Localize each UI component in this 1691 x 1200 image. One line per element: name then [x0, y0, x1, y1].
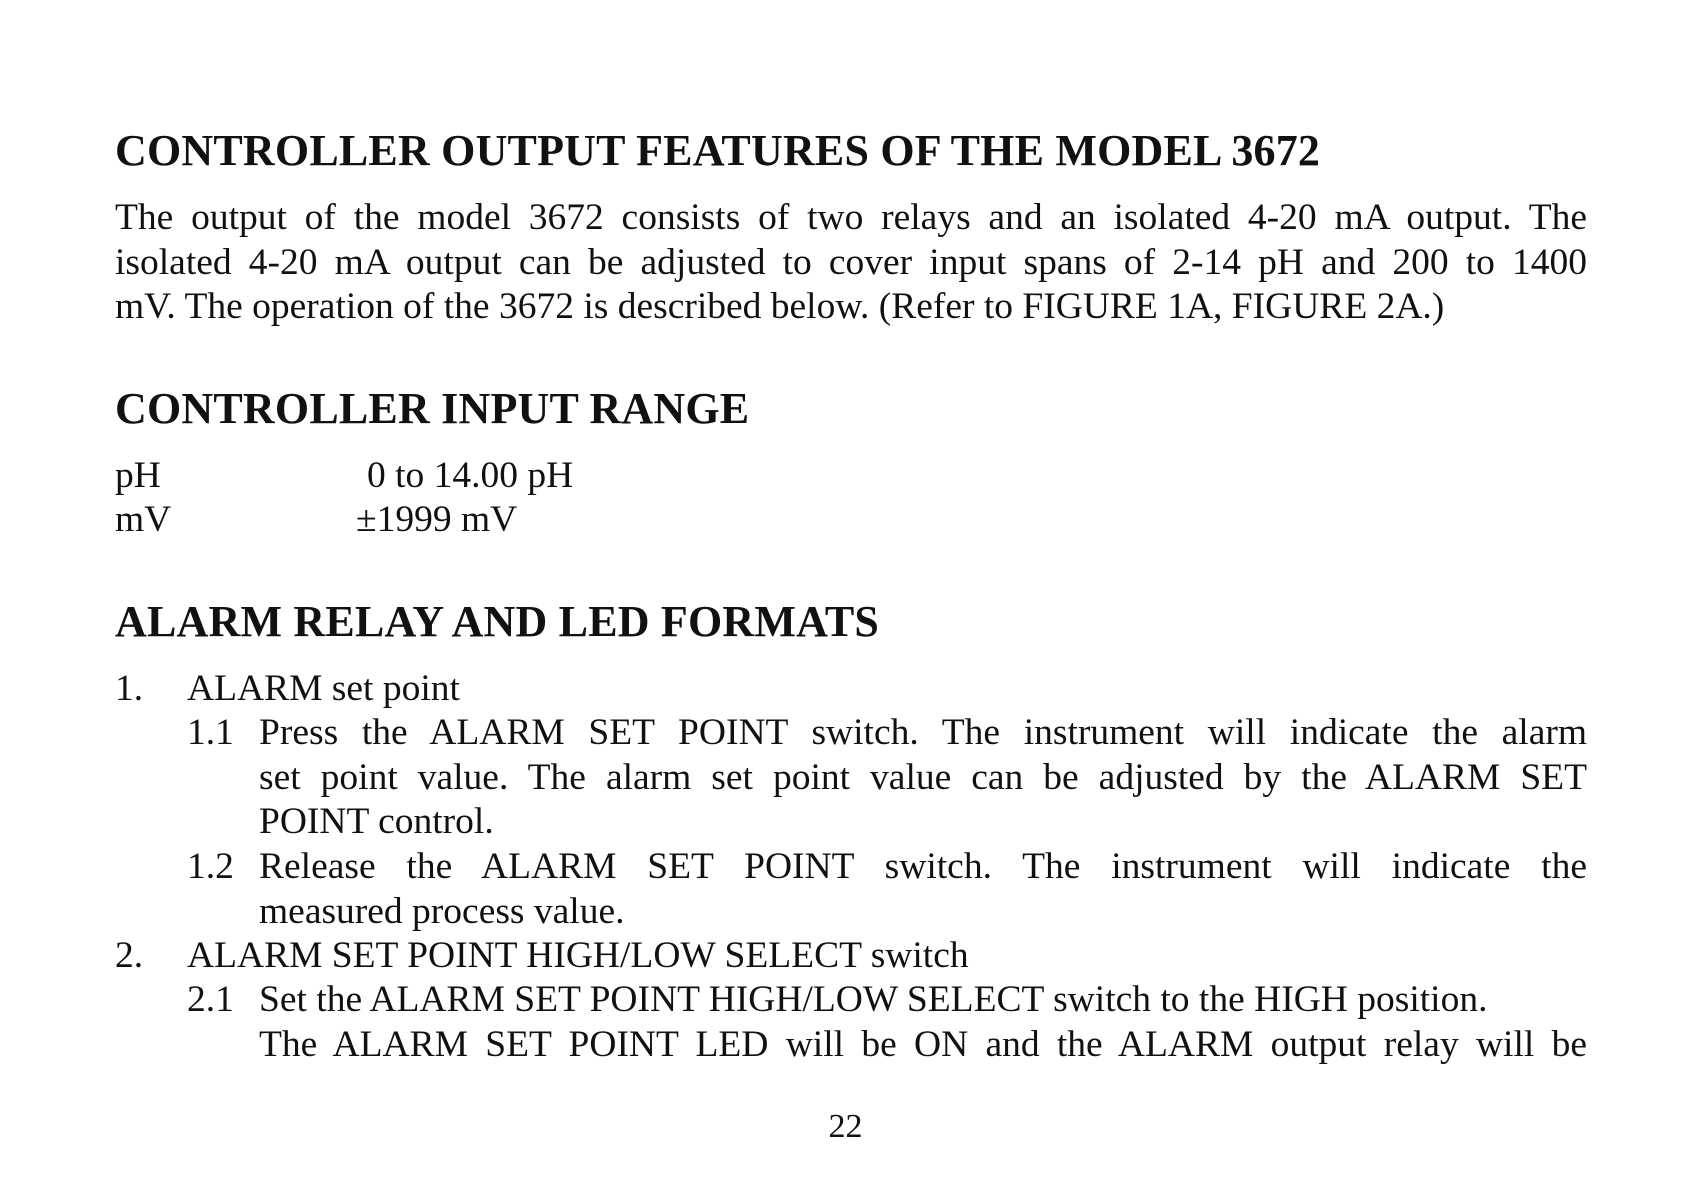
- input-range-label: mV: [115, 499, 172, 540]
- section-heading-output-features: CONTROLLER OUTPUT FEATURES OF THE MODEL 3672: [115, 126, 1321, 175]
- sub-item-line: Release the ALARM SET POINT switch. The instrument will indicate the: [259, 846, 1587, 887]
- list-item-title: ALARM SET POINT HIGH/LOW SELECT switch: [187, 935, 969, 976]
- list-item-title: ALARM set point: [187, 668, 460, 709]
- input-range-label: pH: [115, 455, 161, 496]
- sub-item-line: set point value. The alarm set point value can be adjusted by the ALARM SET: [259, 756, 1587, 798]
- sub-item-line: Press the ALARM SET POINT switch. The instrument will indicate the alarm: [259, 712, 1587, 753]
- sub-item-line: The ALARM SET POINT LED will be ON and the ALARM output relay will be: [259, 1023, 1587, 1065]
- section-heading-alarm-formats: ALARM RELAY AND LED FORMATS: [115, 597, 880, 646]
- sub-item-line: POINT control.: [259, 801, 494, 842]
- page-number: 22: [828, 1108, 863, 1145]
- paragraph-line: isolated 4-20 mA output can be adjusted to cover input spans of 2-14 pH and 200 to 1400: [115, 241, 1587, 283]
- input-range-value: 0 to 14.00 pH: [367, 455, 574, 496]
- sub-item-text: [259, 845, 1587, 934]
- sub-item-line: measured process value.: [259, 890, 625, 932]
- list-item-number: 2.: [115, 935, 144, 976]
- input-range-value: ±1999 mV: [356, 499, 518, 540]
- sub-item-text: [259, 711, 1587, 845]
- sub-item-number: 1.1: [187, 712, 234, 753]
- sub-item-number: 2.1: [187, 979, 234, 1020]
- sub-item-text: [259, 978, 1597, 1067]
- list-item-number: 1.: [115, 668, 144, 709]
- sub-item-line: Set the ALARM SET POINT HIGH/LOW SELECT switch to the HIGH position.: [259, 979, 1488, 1020]
- paragraph-line: The output of the model 3672 consists of two relays and an isolated 4-20 mA output. The: [115, 197, 1587, 238]
- sub-item-number: 1.2: [187, 846, 234, 887]
- paragraph-line: mV. The operation of the 3672 is described below. (Refer to FIGURE 1A, FIGURE 2A.): [115, 286, 1445, 327]
- output-features-paragraph: [115, 196, 1587, 330]
- section-heading-input-range: CONTROLLER INPUT RANGE: [115, 384, 750, 433]
